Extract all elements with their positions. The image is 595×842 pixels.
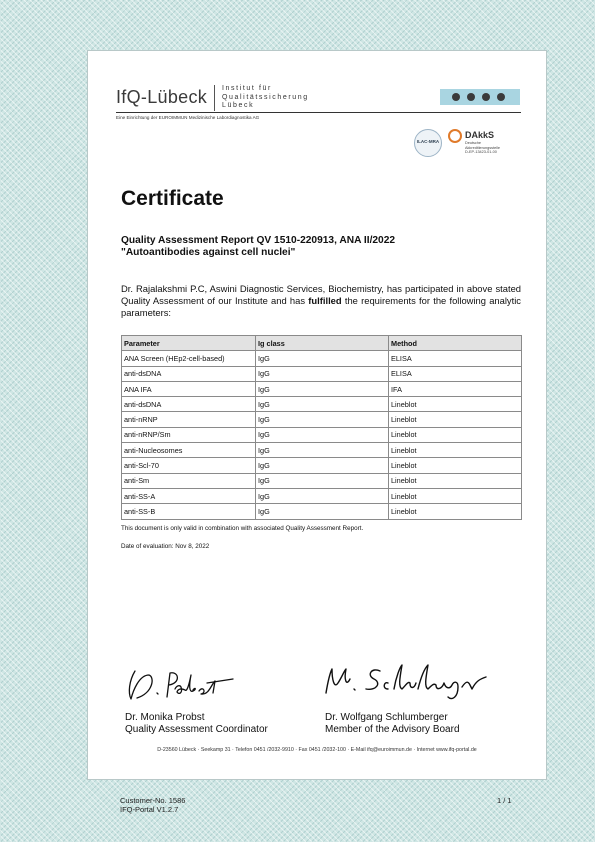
cell-method: Lineblot [389, 488, 522, 503]
footer-info [120, 796, 185, 814]
table-row [122, 504, 522, 519]
table-header-row [122, 336, 522, 351]
signature-stroke [384, 665, 416, 689]
signer-name: Dr. Wolfgang Schlumberger [325, 712, 448, 723]
cell-ig-class: IgG [256, 351, 389, 366]
cell-ig-class: IgG [256, 458, 389, 473]
cell-parameter: anti-SS-A [122, 488, 256, 503]
cell-parameter: anti-Sm [122, 473, 256, 488]
table-row [122, 351, 522, 366]
cell-method: IFA [389, 381, 522, 396]
signature-stroke [418, 665, 458, 699]
intro-fulfilled: fulfilled [308, 295, 342, 306]
ilac-label: ILAC-MRA [416, 139, 440, 144]
cell-ig-class: IgG [256, 412, 389, 427]
table-row [122, 397, 522, 412]
header-subline: Eine Einrichtung der EUROIMMUN Medizinische Labordiagnostika AG [116, 115, 260, 120]
cell-method: ELISA [389, 366, 522, 381]
signature-stroke [157, 693, 158, 694]
cell-method: ELISA [389, 351, 522, 366]
cell-method: Lineblot [389, 458, 522, 473]
banner-dot [467, 93, 475, 101]
cell-ig-class: IgG [256, 366, 389, 381]
banner-dot [497, 93, 505, 101]
banner-dot [452, 93, 460, 101]
dakks-details [465, 141, 500, 155]
column-header-ig-class: Ig class [256, 336, 389, 351]
institute-line: Lübeck [222, 102, 255, 109]
table-row [122, 443, 522, 458]
banner-dot [482, 93, 490, 101]
signature-probst [123, 663, 243, 703]
dakks-name: DAkkS [465, 130, 495, 140]
column-header-method: Method [389, 336, 522, 351]
signer-schlumberger [325, 712, 460, 736]
dakks-line: Akkreditierungsstelle [465, 145, 501, 150]
cell-parameter: anti-dsDNA [122, 366, 256, 381]
signature-stroke [167, 673, 177, 697]
certificate-title: Certificate [121, 187, 224, 210]
cell-parameter: anti-SS-B [122, 504, 256, 519]
report-subtitle: "Autoantibodies against cell nuclei" [121, 247, 296, 258]
intro-text: the requirements for the following analytic parameters: [121, 295, 521, 318]
signature-stroke [462, 677, 486, 689]
logo-divider [214, 85, 215, 111]
participation-statement [121, 283, 521, 319]
cell-parameter: ANA IFA [122, 381, 256, 396]
signature-stroke [354, 689, 355, 690]
cell-method: Lineblot [389, 397, 522, 412]
cell-parameter: anti-dsDNA [122, 397, 256, 412]
signature-stroke [199, 679, 233, 694]
cell-method: Lineblot [389, 504, 522, 519]
dakks-line: D-EP-13423-01-00 [465, 150, 497, 155]
cell-method: Lineblot [389, 443, 522, 458]
ilac-mra-seal-icon [414, 129, 442, 157]
cell-ig-class: IgG [256, 427, 389, 442]
institute-line: Institut für [222, 85, 272, 92]
cell-ig-class: IgG [256, 381, 389, 396]
portal-version: IFQ-Portal V1.2.7 [120, 805, 179, 814]
table-row [122, 458, 522, 473]
institute-line: Qualitätssicherung [222, 93, 309, 101]
cell-method: Lineblot [389, 427, 522, 442]
dakks-line: Deutsche [465, 141, 482, 145]
table-row [122, 488, 522, 503]
evaluation-date: Date of evaluation: Nov 8, 2022 [121, 543, 210, 550]
cell-ig-class: IgG [256, 504, 389, 519]
ifq-logo-name: IfQ-Lübeck [116, 87, 208, 107]
table-row [122, 381, 522, 396]
cell-ig-class: IgG [256, 443, 389, 458]
signature-stroke [129, 671, 152, 699]
signer-role: Member of the Advisory Board [325, 724, 460, 735]
cell-ig-class: IgG [256, 473, 389, 488]
signer-role: Quality Assessment Coordinator [125, 724, 268, 735]
institute-name [222, 85, 309, 111]
header-divider [116, 112, 521, 113]
cell-parameter: anti-nRNP [122, 412, 256, 427]
table-row [122, 412, 522, 427]
customer-number: Customer-No. 1586 [120, 796, 186, 805]
institute-address: D-23560 Lübeck · Seekamp 31 · Telefon 0451 /2032-9910 · Fax 0451 /2032-100 · E-Mail ifq@euroimmun.de · Internet www.ifq-portal.de [157, 747, 477, 753]
cell-parameter: anti-Scl-70 [122, 458, 256, 473]
table-row [122, 473, 522, 488]
signer-probst [125, 712, 268, 736]
signature-schlumberger [318, 659, 508, 705]
validity-note: This document is only valid in combination with associated Quality Assessment Report. [121, 525, 364, 532]
cell-ig-class: IgG [256, 488, 389, 503]
cell-method: Lineblot [389, 473, 522, 488]
dakks-logo-icon [448, 129, 462, 143]
signature-stroke [175, 675, 195, 693]
signature-stroke [366, 670, 380, 689]
intro-text: Dr. Rajalakshmi P.C, Aswini Diagnostic Services, Biochemistry, has participated in above stated Quality Assessment of our Institute and has [121, 283, 521, 306]
parameters-table [121, 335, 522, 520]
cell-ig-class: IgG [256, 397, 389, 412]
column-header-parameter: Parameter [122, 336, 256, 351]
cell-parameter: anti-Nucleosomes [122, 443, 256, 458]
certificate-page [87, 50, 547, 780]
table-row [122, 366, 522, 381]
signer-name: Dr. Monika Probst [125, 712, 205, 723]
signature-stroke [326, 669, 350, 693]
report-line: Quality Assessment Report QV 1510-220913, ANA II/2022 [121, 235, 396, 246]
table-row [122, 427, 522, 442]
cell-parameter: anti-nRNP/Sm [122, 427, 256, 442]
header-banner [440, 89, 520, 105]
cell-parameter: ANA Screen (HEp2-cell-based) [122, 351, 256, 366]
cell-method: Lineblot [389, 412, 522, 427]
dakks-accreditation-badge [448, 127, 520, 159]
page-number: 1 / 1 [497, 796, 512, 805]
